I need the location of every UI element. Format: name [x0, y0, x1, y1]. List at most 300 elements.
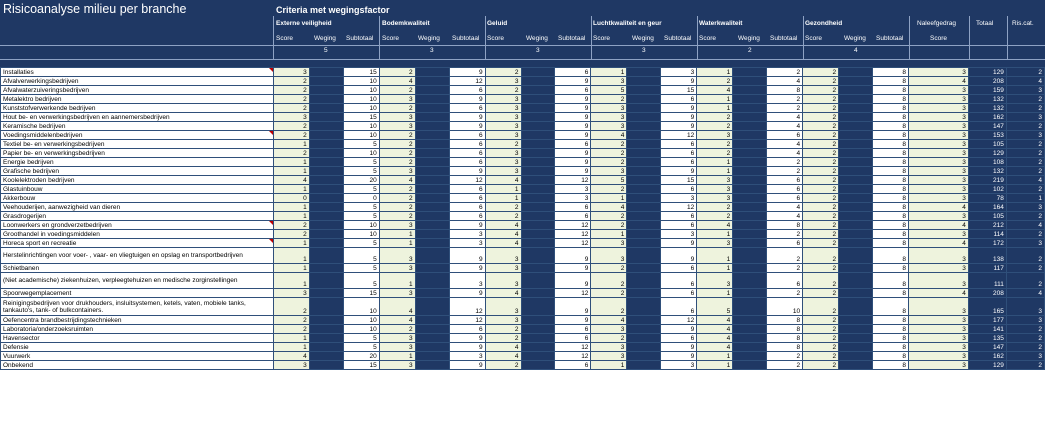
subtotaal-cell[interactable]: 6 — [767, 185, 803, 194]
subtotaal-cell[interactable]: 5 — [343, 185, 379, 194]
score-cell[interactable]: 2 — [803, 77, 839, 86]
comment-flag-icon[interactable] — [269, 68, 273, 72]
weging-cell[interactable] — [521, 185, 555, 194]
subtotaal-cell[interactable]: 8 — [873, 86, 909, 95]
score-cell[interactable]: 1 — [591, 194, 627, 203]
score-cell[interactable]: 2 — [803, 230, 839, 239]
comment-flag-icon[interactable] — [269, 131, 273, 135]
score-cell[interactable]: 4 — [697, 221, 733, 230]
score-cell[interactable]: 1 — [273, 248, 309, 264]
weging-cell[interactable] — [839, 289, 873, 298]
subtotaal-cell[interactable]: 4 — [767, 149, 803, 158]
subtotaal-cell[interactable]: 9 — [555, 149, 591, 158]
score-cell[interactable]: 3 — [485, 273, 521, 289]
subtotaal-cell[interactable]: 10 — [343, 316, 379, 325]
naleefgedrag-cell[interactable]: 3 — [909, 316, 969, 325]
score-cell[interactable]: 4 — [485, 176, 521, 185]
subtotaal-cell[interactable]: 9 — [555, 77, 591, 86]
weging-cell[interactable] — [839, 176, 873, 185]
weging-cell[interactable] — [627, 221, 661, 230]
weging-cell[interactable] — [839, 167, 873, 176]
score-cell[interactable]: 5 — [697, 298, 733, 316]
subtotaal-cell[interactable]: 8 — [873, 273, 909, 289]
score-cell[interactable]: 3 — [379, 343, 415, 352]
score-cell[interactable]: 2 — [273, 221, 309, 230]
subtotaal-cell[interactable]: 10 — [767, 298, 803, 316]
subtotaal-cell[interactable]: 8 — [873, 334, 909, 343]
totaal-cell[interactable]: 108 — [968, 158, 1006, 167]
score-cell[interactable]: 4 — [697, 343, 733, 352]
subtotaal-cell[interactable]: 15 — [661, 86, 697, 95]
score-cell[interactable]: 3 — [273, 68, 309, 77]
score-cell[interactable]: 4 — [273, 352, 309, 361]
score-cell[interactable]: 2 — [273, 86, 309, 95]
subtotaal-cell[interactable]: 9 — [661, 104, 697, 113]
weging-cell[interactable] — [733, 185, 767, 194]
branche-name-cell[interactable] — [1, 167, 274, 176]
score-cell[interactable]: 2 — [803, 185, 839, 194]
weging-cell[interactable] — [415, 113, 449, 122]
score-cell[interactable]: 3 — [485, 104, 521, 113]
subtotaal-cell[interactable]: 8 — [873, 140, 909, 149]
totaal-cell[interactable]: 164 — [968, 203, 1006, 212]
score-cell[interactable]: 2 — [697, 122, 733, 131]
subtotaal-cell[interactable]: 6 — [449, 203, 485, 212]
subtotaal-cell[interactable]: 6 — [449, 104, 485, 113]
subtotaal-cell[interactable]: 10 — [343, 298, 379, 316]
weging-cell[interactable] — [839, 140, 873, 149]
score-cell[interactable]: 2 — [485, 203, 521, 212]
subtotaal-cell[interactable]: 6 — [767, 239, 803, 248]
subtotaal-cell[interactable]: 8 — [767, 316, 803, 325]
weging-cell[interactable] — [521, 273, 555, 289]
weging-cell[interactable] — [627, 131, 661, 140]
weging-cell[interactable] — [415, 167, 449, 176]
score-cell[interactable]: 2 — [697, 149, 733, 158]
score-cell[interactable]: 2 — [591, 149, 627, 158]
weging-cell[interactable] — [627, 140, 661, 149]
subtotaal-cell[interactable]: 2 — [767, 68, 803, 77]
weging-cell[interactable] — [627, 68, 661, 77]
score-cell[interactable]: 2 — [485, 68, 521, 77]
weging-cell[interactable] — [521, 221, 555, 230]
subtotaal-cell[interactable]: 15 — [661, 176, 697, 185]
branche-name-cell[interactable] — [1, 158, 274, 167]
weging-cell[interactable] — [627, 95, 661, 104]
score-cell[interactable]: 0 — [273, 194, 309, 203]
weging-cell[interactable] — [309, 194, 343, 203]
subtotaal-cell[interactable]: 6 — [449, 86, 485, 95]
totaal-cell[interactable]: 102 — [968, 185, 1006, 194]
weging-cell[interactable] — [839, 343, 873, 352]
totaal-cell[interactable]: 141 — [968, 325, 1006, 334]
weging-cell[interactable] — [309, 158, 343, 167]
weging-cell[interactable] — [415, 221, 449, 230]
score-cell[interactable]: 1 — [273, 343, 309, 352]
weging-cell[interactable] — [733, 158, 767, 167]
subtotaal-cell[interactable]: 5 — [343, 158, 379, 167]
weging-cell[interactable] — [521, 343, 555, 352]
naleefgedrag-cell[interactable]: 3 — [909, 95, 969, 104]
riscat-cell[interactable]: 2 — [1006, 325, 1044, 334]
subtotaal-cell[interactable]: 10 — [343, 86, 379, 95]
branche-name-cell[interactable] — [1, 140, 274, 149]
weging-cell[interactable] — [627, 194, 661, 203]
subtotaal-cell[interactable]: 6 — [555, 203, 591, 212]
subtotaal-cell[interactable]: 9 — [555, 131, 591, 140]
weging-cell[interactable] — [521, 86, 555, 95]
weging-cell[interactable] — [733, 343, 767, 352]
riscat-cell[interactable]: 3 — [1006, 86, 1044, 95]
riscat-cell[interactable]: 2 — [1006, 158, 1044, 167]
score-cell[interactable]: 1 — [273, 158, 309, 167]
subtotaal-cell[interactable]: 9 — [555, 158, 591, 167]
naleefgedrag-cell[interactable]: 3 — [909, 104, 969, 113]
subtotaal-cell[interactable]: 12 — [555, 343, 591, 352]
subtotaal-cell[interactable]: 6 — [661, 273, 697, 289]
riscat-cell[interactable]: 2 — [1006, 140, 1044, 149]
branche-name-cell[interactable] — [1, 77, 274, 86]
score-cell[interactable]: 2 — [803, 273, 839, 289]
score-cell[interactable]: 2 — [803, 352, 839, 361]
subtotaal-cell[interactable]: 9 — [449, 289, 485, 298]
weging-cell[interactable] — [839, 158, 873, 167]
score-cell[interactable]: 5 — [591, 86, 627, 95]
totaal-cell[interactable]: 162 — [968, 352, 1006, 361]
weging-cell[interactable] — [521, 203, 555, 212]
score-cell[interactable]: 2 — [591, 334, 627, 343]
subtotaal-cell[interactable]: 15 — [343, 68, 379, 77]
weging-cell[interactable] — [733, 221, 767, 230]
weging-cell[interactable] — [733, 203, 767, 212]
weging-cell[interactable] — [627, 113, 661, 122]
naleefgedrag-cell[interactable]: 4 — [909, 239, 969, 248]
score-cell[interactable]: 3 — [379, 221, 415, 230]
subtotaal-cell[interactable]: 6 — [661, 264, 697, 273]
weging-cell[interactable] — [627, 203, 661, 212]
branche-name-cell[interactable] — [1, 352, 274, 361]
score-cell[interactable]: 3 — [485, 77, 521, 86]
weging-cell[interactable] — [309, 167, 343, 176]
weging-cell[interactable] — [733, 289, 767, 298]
score-cell[interactable]: 3 — [379, 289, 415, 298]
score-cell[interactable]: 2 — [803, 131, 839, 140]
weging-cell[interactable] — [839, 113, 873, 122]
score-cell[interactable]: 3 — [379, 95, 415, 104]
naleefgedrag-cell[interactable]: 3 — [909, 352, 969, 361]
score-cell[interactable]: 4 — [379, 298, 415, 316]
score-cell[interactable]: 3 — [697, 239, 733, 248]
score-cell[interactable]: 1 — [591, 68, 627, 77]
weging-cell[interactable] — [733, 334, 767, 343]
score-cell[interactable]: 2 — [803, 86, 839, 95]
weging-cell[interactable] — [309, 212, 343, 221]
riscat-cell[interactable]: 2 — [1006, 104, 1044, 113]
weging-cell[interactable] — [309, 131, 343, 140]
weging-cell[interactable] — [839, 273, 873, 289]
weging-cell[interactable] — [521, 316, 555, 325]
subtotaal-cell[interactable]: 8 — [873, 131, 909, 140]
weging-cell[interactable] — [521, 113, 555, 122]
weging-cell[interactable] — [415, 185, 449, 194]
weging-cell[interactable] — [309, 176, 343, 185]
score-cell[interactable]: 2 — [803, 68, 839, 77]
score-cell[interactable]: 4 — [485, 221, 521, 230]
score-cell[interactable]: 2 — [591, 140, 627, 149]
totaal-cell[interactable]: 212 — [968, 221, 1006, 230]
weging-cell[interactable] — [839, 203, 873, 212]
subtotaal-cell[interactable]: 12 — [555, 221, 591, 230]
score-cell[interactable]: 2 — [803, 140, 839, 149]
score-cell[interactable]: 1 — [697, 352, 733, 361]
subtotaal-cell[interactable]: 6 — [555, 86, 591, 95]
weging-cell[interactable] — [309, 185, 343, 194]
weging-cell[interactable] — [415, 140, 449, 149]
score-cell[interactable]: 3 — [379, 334, 415, 343]
score-cell[interactable]: 2 — [273, 131, 309, 140]
subtotaal-cell[interactable]: 5 — [343, 264, 379, 273]
score-cell[interactable]: 3 — [697, 176, 733, 185]
naleefgedrag-cell[interactable]: 3 — [909, 194, 969, 203]
weging-cell[interactable] — [415, 352, 449, 361]
weging-cell[interactable] — [415, 325, 449, 334]
subtotaal-cell[interactable]: 9 — [555, 113, 591, 122]
weging-cell[interactable] — [415, 122, 449, 131]
weging-cell[interactable] — [839, 264, 873, 273]
subtotaal-cell[interactable]: 9 — [661, 325, 697, 334]
subtotaal-cell[interactable]: 15 — [343, 289, 379, 298]
weging-cell[interactable] — [309, 86, 343, 95]
score-cell[interactable]: 2 — [379, 203, 415, 212]
weging-cell[interactable] — [627, 352, 661, 361]
naleefgedrag-cell[interactable]: 3 — [909, 167, 969, 176]
subtotaal-cell[interactable]: 10 — [343, 325, 379, 334]
weging-cell[interactable] — [627, 212, 661, 221]
weging-cell[interactable] — [521, 264, 555, 273]
subtotaal-cell[interactable]: 6 — [449, 149, 485, 158]
score-cell[interactable]: 2 — [485, 334, 521, 343]
subtotaal-cell[interactable]: 9 — [555, 273, 591, 289]
weging-cell[interactable] — [839, 248, 873, 264]
branche-name-cell[interactable] — [1, 104, 274, 113]
score-cell[interactable]: 3 — [591, 343, 627, 352]
weging-cell[interactable] — [627, 334, 661, 343]
totaal-cell[interactable]: 105 — [968, 140, 1006, 149]
naleefgedrag-cell[interactable]: 3 — [909, 230, 969, 239]
subtotaal-cell[interactable]: 8 — [873, 289, 909, 298]
weging-cell[interactable] — [627, 167, 661, 176]
subtotaal-cell[interactable]: 9 — [449, 113, 485, 122]
naleefgedrag-cell[interactable]: 4 — [909, 289, 969, 298]
subtotaal-cell[interactable]: 6 — [555, 325, 591, 334]
weging-cell[interactable] — [309, 95, 343, 104]
score-cell[interactable]: 1 — [697, 361, 733, 370]
score-cell[interactable]: 2 — [803, 194, 839, 203]
score-cell[interactable]: 3 — [379, 167, 415, 176]
subtotaal-cell[interactable]: 8 — [873, 122, 909, 131]
weging-cell[interactable] — [733, 68, 767, 77]
subtotaal-cell[interactable]: 2 — [767, 95, 803, 104]
subtotaal-cell[interactable]: 4 — [767, 77, 803, 86]
subtotaal-cell[interactable]: 3 — [661, 361, 697, 370]
score-cell[interactable]: 3 — [697, 131, 733, 140]
weging-cell[interactable] — [839, 68, 873, 77]
subtotaal-cell[interactable]: 9 — [661, 352, 697, 361]
weging-cell[interactable] — [309, 343, 343, 352]
weging-cell[interactable] — [733, 176, 767, 185]
weging-cell[interactable] — [309, 122, 343, 131]
weging-cell[interactable] — [839, 352, 873, 361]
branche-name-cell[interactable] — [1, 185, 274, 194]
weging-cell[interactable] — [415, 203, 449, 212]
score-cell[interactable]: 1 — [273, 167, 309, 176]
score-cell[interactable]: 1 — [379, 230, 415, 239]
subtotaal-cell[interactable]: 9 — [449, 334, 485, 343]
score-cell[interactable]: 4 — [485, 239, 521, 248]
branche-name-cell[interactable] — [1, 149, 274, 158]
subtotaal-cell[interactable]: 4 — [767, 122, 803, 131]
subtotaal-cell[interactable]: 8 — [873, 149, 909, 158]
subtotaal-cell[interactable]: 6 — [449, 194, 485, 203]
subtotaal-cell[interactable]: 8 — [873, 158, 909, 167]
weging-cell[interactable] — [733, 131, 767, 140]
score-cell[interactable]: 1 — [697, 167, 733, 176]
weging-cell[interactable] — [839, 334, 873, 343]
subtotaal-cell[interactable]: 4 — [767, 203, 803, 212]
weging-cell[interactable] — [627, 239, 661, 248]
score-cell[interactable]: 5 — [591, 176, 627, 185]
score-cell[interactable]: 1 — [697, 95, 733, 104]
weging-cell[interactable] — [415, 212, 449, 221]
weging-cell[interactable] — [521, 95, 555, 104]
weging-cell[interactable] — [627, 343, 661, 352]
riscat-cell[interactable]: 2 — [1006, 230, 1044, 239]
subtotaal-cell[interactable]: 12 — [555, 176, 591, 185]
subtotaal-cell[interactable]: 20 — [343, 176, 379, 185]
weging-cell[interactable] — [839, 131, 873, 140]
subtotaal-cell[interactable]: 6 — [449, 325, 485, 334]
score-cell[interactable]: 1 — [697, 289, 733, 298]
score-cell[interactable]: 2 — [485, 325, 521, 334]
score-cell[interactable]: 3 — [485, 149, 521, 158]
subtotaal-cell[interactable]: 5 — [343, 140, 379, 149]
weging-cell[interactable] — [521, 230, 555, 239]
totaal-cell[interactable]: 138 — [968, 248, 1006, 264]
score-cell[interactable]: 2 — [379, 104, 415, 113]
weging-cell[interactable] — [839, 149, 873, 158]
score-cell[interactable]: 3 — [485, 248, 521, 264]
totaal-cell[interactable]: 208 — [968, 289, 1006, 298]
comment-flag-icon[interactable] — [269, 239, 273, 243]
subtotaal-cell[interactable]: 3 — [449, 230, 485, 239]
subtotaal-cell[interactable]: 5 — [343, 343, 379, 352]
weging-cell[interactable] — [309, 289, 343, 298]
score-cell[interactable]: 3 — [485, 113, 521, 122]
subtotaal-cell[interactable]: 6 — [449, 131, 485, 140]
weging-cell[interactable] — [521, 289, 555, 298]
score-cell[interactable]: 2 — [273, 325, 309, 334]
weging-cell[interactable] — [309, 273, 343, 289]
score-cell[interactable]: 3 — [591, 325, 627, 334]
riscat-cell[interactable]: 2 — [1006, 212, 1044, 221]
weging-cell[interactable] — [415, 298, 449, 316]
score-cell[interactable]: 1 — [485, 194, 521, 203]
branche-name-cell[interactable] — [1, 95, 274, 104]
weging-cell[interactable] — [309, 361, 343, 370]
weging-cell[interactable] — [839, 86, 873, 95]
branche-name-cell[interactable] — [1, 221, 274, 230]
subtotaal-cell[interactable]: 8 — [873, 194, 909, 203]
score-cell[interactable]: 1 — [485, 185, 521, 194]
score-cell[interactable]: 2 — [803, 221, 839, 230]
weging-cell[interactable] — [415, 158, 449, 167]
subtotaal-cell[interactable]: 12 — [555, 230, 591, 239]
branche-name-cell[interactable] — [1, 194, 274, 203]
totaal-cell[interactable]: 111 — [968, 273, 1006, 289]
score-cell[interactable]: 3 — [697, 185, 733, 194]
score-cell[interactable]: 2 — [379, 325, 415, 334]
naleefgedrag-cell[interactable]: 3 — [909, 113, 969, 122]
subtotaal-cell[interactable]: 8 — [873, 343, 909, 352]
totaal-cell[interactable]: 78 — [968, 194, 1006, 203]
score-cell[interactable]: 2 — [803, 343, 839, 352]
subtotaal-cell[interactable]: 8 — [873, 316, 909, 325]
score-cell[interactable]: 2 — [379, 158, 415, 167]
riscat-cell[interactable]: 2 — [1006, 334, 1044, 343]
riscat-cell[interactable]: 2 — [1006, 185, 1044, 194]
riscat-cell[interactable]: 2 — [1006, 95, 1044, 104]
subtotaal-cell[interactable]: 6 — [555, 361, 591, 370]
weging-cell[interactable] — [627, 248, 661, 264]
branche-name-cell[interactable] — [1, 273, 274, 289]
weging-cell[interactable] — [309, 113, 343, 122]
weging-cell[interactable] — [839, 185, 873, 194]
subtotaal-cell[interactable]: 3 — [449, 352, 485, 361]
weging-cell[interactable] — [415, 194, 449, 203]
weging-cell[interactable] — [839, 230, 873, 239]
weging-cell[interactable] — [309, 334, 343, 343]
branche-name-cell[interactable] — [1, 68, 274, 77]
subtotaal-cell[interactable]: 6 — [767, 176, 803, 185]
weging-cell[interactable] — [521, 361, 555, 370]
naleefgedrag-cell[interactable]: 3 — [909, 149, 969, 158]
weging-cell[interactable] — [309, 352, 343, 361]
score-cell[interactable]: 4 — [591, 131, 627, 140]
subtotaal-cell[interactable]: 6 — [767, 273, 803, 289]
weging-cell[interactable] — [733, 316, 767, 325]
score-cell[interactable]: 3 — [591, 113, 627, 122]
weging-cell[interactable] — [627, 273, 661, 289]
weging-cell[interactable] — [733, 104, 767, 113]
weging-cell[interactable] — [627, 122, 661, 131]
subtotaal-cell[interactable]: 9 — [449, 264, 485, 273]
weging-cell[interactable] — [627, 185, 661, 194]
totaal-cell[interactable]: 172 — [968, 239, 1006, 248]
weging-cell[interactable] — [733, 212, 767, 221]
score-cell[interactable]: 3 — [485, 122, 521, 131]
subtotaal-cell[interactable]: 3 — [661, 194, 697, 203]
score-cell[interactable]: 3 — [591, 122, 627, 131]
score-cell[interactable]: 4 — [485, 230, 521, 239]
subtotaal-cell[interactable]: 8 — [873, 239, 909, 248]
weging-cell[interactable] — [839, 122, 873, 131]
subtotaal-cell[interactable]: 6 — [661, 149, 697, 158]
score-cell[interactable]: 2 — [803, 289, 839, 298]
weging-cell[interactable] — [309, 203, 343, 212]
subtotaal-cell[interactable]: 9 — [449, 68, 485, 77]
weging-cell[interactable] — [733, 273, 767, 289]
comment-flag-icon[interactable] — [269, 221, 273, 225]
